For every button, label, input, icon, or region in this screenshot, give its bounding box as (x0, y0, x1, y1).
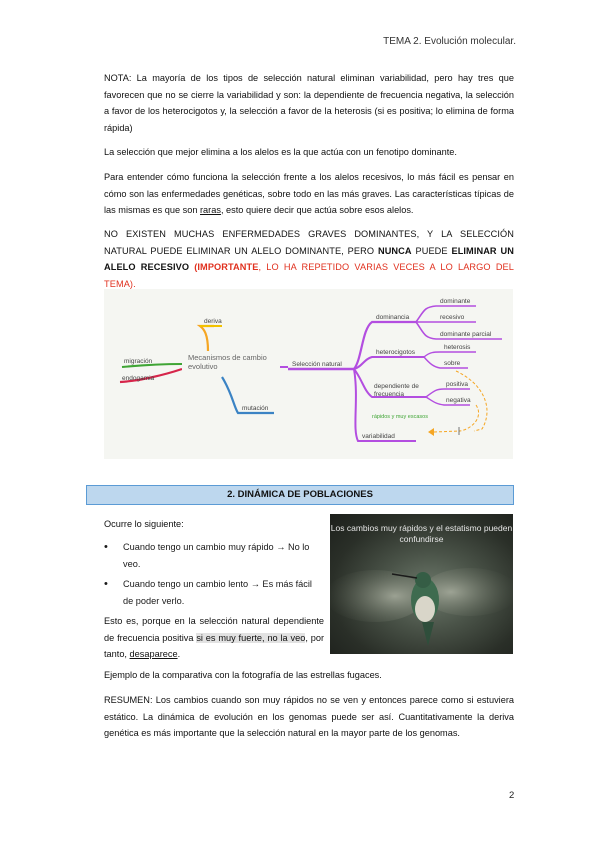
mm-sobre: sobre (444, 360, 461, 367)
caps-bold2: ELIMINAR UN ALELO RECESIVO (104, 245, 514, 272)
page-number: 2 (509, 790, 515, 801)
fenotipo-paragraph: La selección que mejor elimina a los alelos es la que actúa con un fenotipo dominante. (104, 147, 457, 157)
nota-paragraph: NOTA: La mayoría de los tipos de selección natural eliminan variabilidad, pero hay tres que favorecen que no se cierre la variabilidad y son: la dependiente de frecuencia negativa, la selección a favor de los heterocigotos y, la selección a favor de la heterosis (si es positiva; lo elimina de forma rápida) (104, 73, 514, 133)
bullet-item-2: • Cuando tengo un cambio lento → Es más fácil de poder verlo. (104, 576, 319, 609)
entender-paragraph (104, 169, 514, 219)
bullet-list (104, 539, 319, 613)
entender-text-1: Para entender cómo funciona la selección frente a los alelos recesivos, lo más fácil es pensar en cómo son las enfermedades genéticas, sobre todo en las más graves. Las características típicas de las mismas es que son (104, 172, 514, 215)
mm-mutacion: mutación (242, 405, 269, 412)
mm-migracion: migración (124, 358, 153, 365)
mm-variabilidad: variabilidad (362, 433, 395, 440)
resumen-paragraph: RESUMEN: Los cambios cuando son muy rápidos no se ven y entonces parece como si estuviera estático. La dinámica de evolución en los genomas puede ser así. Cuantitativamente la deriva genética es más importante que la selección natural en la mayor parte de los genomas. (104, 695, 514, 738)
mind-map-svg (104, 289, 513, 459)
caps-nunca: NUNCA (377, 245, 412, 256)
arrow-negativa (460, 405, 479, 431)
ocurre-text: Ocurre lo siguiente: (104, 519, 184, 529)
arrow-tail (434, 431, 460, 432)
esto-text-1: Esto es, porque en la selección natural dependiente de frecuencia positiva (104, 616, 324, 643)
branch-heterocigotos (354, 357, 424, 369)
esto-text-2: , por tanto, (104, 632, 325, 659)
mm-dom-parcial: dominante parcial (440, 331, 492, 338)
esto-text-3: . (177, 649, 181, 659)
mm-heterosis: heterosis (444, 344, 471, 351)
mm-deriva: deriva (204, 318, 222, 325)
caps-part1: NO EXISTEN MUCHAS ENFERMEDADES GRAVES DOMINANTES, Y LA SELECCIÓN NATURAL PUEDE ELIMINAR UN ALELO DOMINANTE, PERO (104, 229, 514, 256)
mm-seleccion: Selección natural (292, 361, 342, 368)
hummingbird-icon (330, 514, 513, 654)
esto-paragraph (104, 613, 324, 663)
hummingbird-photo (330, 514, 513, 654)
mm-heterocigotos: heterocigotos (376, 349, 416, 356)
branch-variabilidad (354, 369, 416, 441)
section-heading: 2. DINÁMICA DE POBLACIONES (86, 485, 514, 505)
caps-paragraph (104, 226, 514, 292)
bullet-item-1: • Cuando tengo un cambio muy rápido → No lo veo. (104, 539, 319, 572)
sub-positiva (426, 389, 470, 397)
entender-text-2: , esto quiere decir que actúa sobre esos alelos. (220, 205, 414, 215)
photo-caption: Los cambios muy rápidos y el estatismo pueden confundirse (330, 523, 513, 544)
esto-highlight: si es muy fuerte, no la veo (196, 632, 306, 643)
mm-center-label-1: Mecanismos de cambio evolutivo (188, 353, 267, 371)
caps-red-rest: , LO HA REPETIDO VARIAS VECES A LO LARGO DEL TEMA). (104, 262, 514, 289)
mm-positiva: positiva (446, 381, 469, 388)
mm-endogamia: endogamia (122, 375, 155, 382)
esto-desaparece: desaparece (129, 649, 178, 659)
caps-part2: PUEDE (411, 245, 452, 256)
sub-heterosis (424, 352, 476, 357)
mm-dominante: dominante (440, 298, 471, 305)
header-title: TEMA 2. Evolución molecular. (383, 36, 516, 47)
ejemplo-paragraph: Ejemplo de la comparativa con la fotografía de las estrellas fugaces. (104, 670, 382, 680)
mm-dep-frecuencia: dependiente de frecuencia (374, 383, 419, 398)
caps-importante: (IMPORTANTE (194, 262, 259, 272)
mm-rapidos: rápidos y muy escasos (372, 414, 428, 420)
entender-raras: raras (200, 205, 221, 215)
mm-recesivo: recesivo (440, 314, 465, 321)
mind-map (104, 289, 513, 459)
mm-dominancia: dominancia (376, 314, 410, 321)
arrowhead (428, 428, 434, 436)
mm-negativa: negativa (446, 397, 471, 404)
branch-deriva (200, 326, 214, 351)
